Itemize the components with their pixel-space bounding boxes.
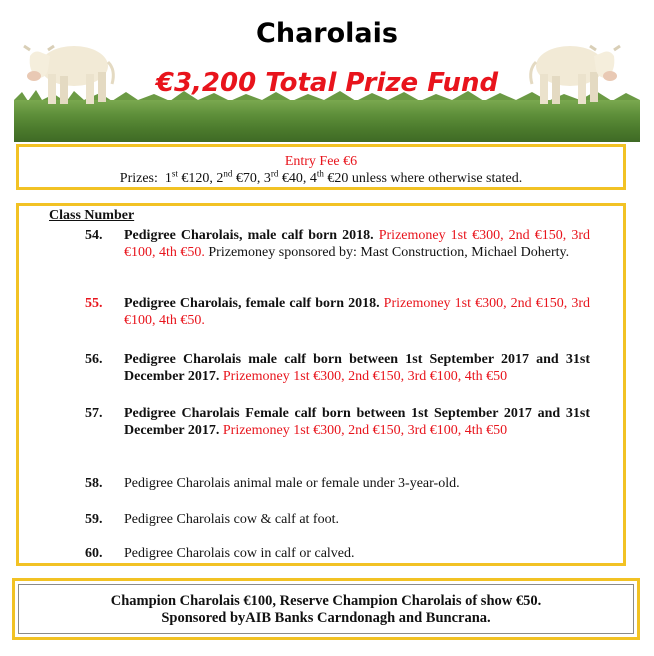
champion-line-2: Sponsored byAIB Banks Carndonagh and Buncrana. [161, 610, 491, 626]
champion-line-1: Champion Charolais €100, Reserve Champion Charolais of show €50. [110, 593, 542, 609]
prize-fund-subtitle: €3,200 Total Prize Fund [155, 68, 499, 98]
prizes-line [19, 170, 623, 187]
page-title: Charolais [256, 18, 398, 49]
class-number: 54. [85, 228, 103, 243]
prizes-note: unless where otherwise stated. [351, 171, 523, 186]
class-number-header: Class Number [49, 208, 135, 223]
class-description: Pedigree Charolais, male calf born 2018. Prizemoney 1st €300, 2nd €150, 3rd €100, 4th €50. Prizemoney sponsored by: Mast Construction, Michael Doherty. [124, 228, 591, 260]
class-number: 57. [85, 406, 103, 421]
entry-fee-text: Entry Fee €6 [284, 154, 358, 169]
prize-1: 1st €120, [164, 168, 213, 186]
entry-fee-box [16, 144, 626, 190]
class-number: 59. [85, 512, 103, 527]
class-description: Pedigree Charolais male calf born between 1st September 2017 and 31st December 2017. Prizemoney 1st €300, 2nd €150, 3rd €100, 4th €50 [124, 352, 590, 384]
class-description: Pedigree Charolais animal male or female under 3-year-old. [124, 476, 460, 491]
class-description: Pedigree Charolais, female calf born 2018. Prizemoney 1st €300, 2nd €150, 3rd €100, 4th €50. [124, 296, 591, 328]
prize-2: 2nd €70, [216, 168, 261, 186]
prize-3: 3rd €40, [263, 168, 307, 186]
champion-box [12, 578, 640, 640]
class-number: 60. [85, 546, 103, 561]
prizes-label: Prizes: [119, 171, 158, 186]
class-description: Pedigree Charolais cow & calf at foot. [124, 512, 339, 527]
class-description: Pedigree Charolais cow in calf or calved. [124, 546, 355, 561]
classes-box [16, 203, 626, 566]
class-number: 55. [85, 296, 103, 311]
class-description: Pedigree Charolais Female calf born between 1st September 2017 and 31st December 2017. Prizemoney 1st €300, 2nd €150, 3rd €100, 4th €50 [124, 406, 590, 438]
class-number: 56. [85, 352, 103, 367]
class-number: 58. [85, 476, 103, 491]
prize-4: 4th €20 [309, 168, 349, 186]
champion-text [18, 584, 634, 634]
